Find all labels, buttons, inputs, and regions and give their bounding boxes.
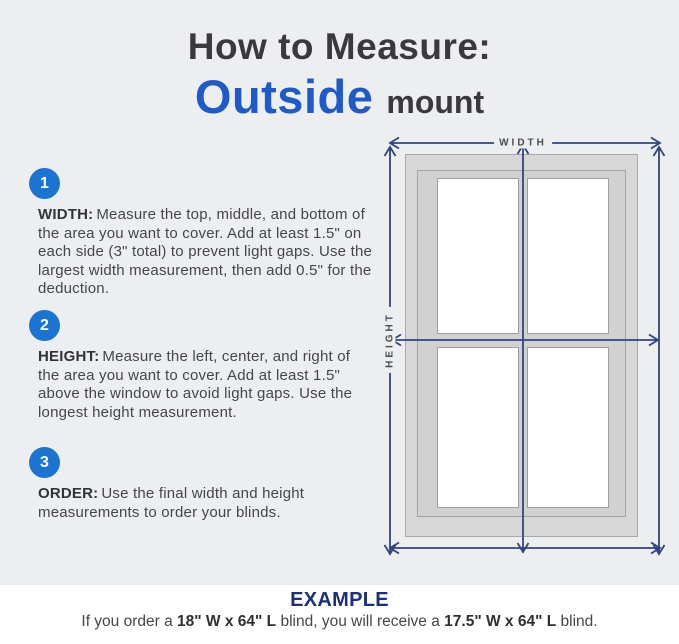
title-line-1: How to Measure: bbox=[187, 26, 492, 67]
height-dimension-label: HEIGHT bbox=[385, 307, 396, 373]
step-3-badge: 3 bbox=[29, 447, 60, 478]
step-1-label: WIDTH: bbox=[38, 206, 94, 223]
page-title bbox=[0, 26, 679, 124]
example-suffix: blind. bbox=[556, 613, 598, 630]
example-received-size: 17.5" W x 64" L bbox=[444, 613, 557, 630]
step-2-body: Measure the left, center, and right of the area you want to cover. Add at least 1.5" above the window to avoid light gaps. Use the longest height measurement. bbox=[38, 348, 353, 421]
step-width bbox=[29, 168, 374, 299]
window-pane-bottom-right bbox=[528, 348, 609, 508]
example-middle: blind, you will receive a bbox=[276, 613, 445, 630]
step-3-text bbox=[38, 485, 374, 522]
title-highlight-outside: Outside bbox=[194, 70, 374, 123]
example-ordered-size: 18" W x 64" L bbox=[177, 613, 277, 630]
window-pane-top-left bbox=[438, 179, 519, 334]
example-section bbox=[0, 585, 679, 644]
window-illustration bbox=[375, 130, 675, 592]
step-2-badge: 2 bbox=[29, 310, 60, 341]
width-dimension-label: WIDTH bbox=[494, 138, 552, 149]
step-3-body: Use the final width and height measurements to order your blinds. bbox=[38, 485, 305, 521]
window-pane-top-right bbox=[528, 179, 609, 334]
right-height-arrow bbox=[654, 147, 665, 554]
step-2-text bbox=[38, 348, 374, 422]
step-height bbox=[29, 310, 374, 422]
example-prefix: If you order a bbox=[81, 613, 178, 630]
step-1-text bbox=[38, 206, 374, 299]
step-order bbox=[29, 447, 374, 522]
example-heading: EXAMPLE bbox=[290, 589, 389, 611]
title-line-2 bbox=[0, 69, 679, 124]
step-2-label: HEIGHT: bbox=[38, 348, 100, 365]
step-3-label: ORDER: bbox=[38, 485, 99, 502]
title-suffix-mount: mount bbox=[386, 84, 485, 120]
window-diagram bbox=[375, 130, 675, 592]
step-1-body: Measure the top, middle, and bottom of the area you want to cover. Add at least 1.5" on each side (3" total) to prevent light gaps. Use the largest width measurement, then add 0.5" for the deduction. bbox=[38, 206, 373, 297]
window-pane-bottom-left bbox=[438, 348, 519, 508]
example-sentence bbox=[0, 613, 679, 631]
step-1-badge: 1 bbox=[29, 168, 60, 199]
